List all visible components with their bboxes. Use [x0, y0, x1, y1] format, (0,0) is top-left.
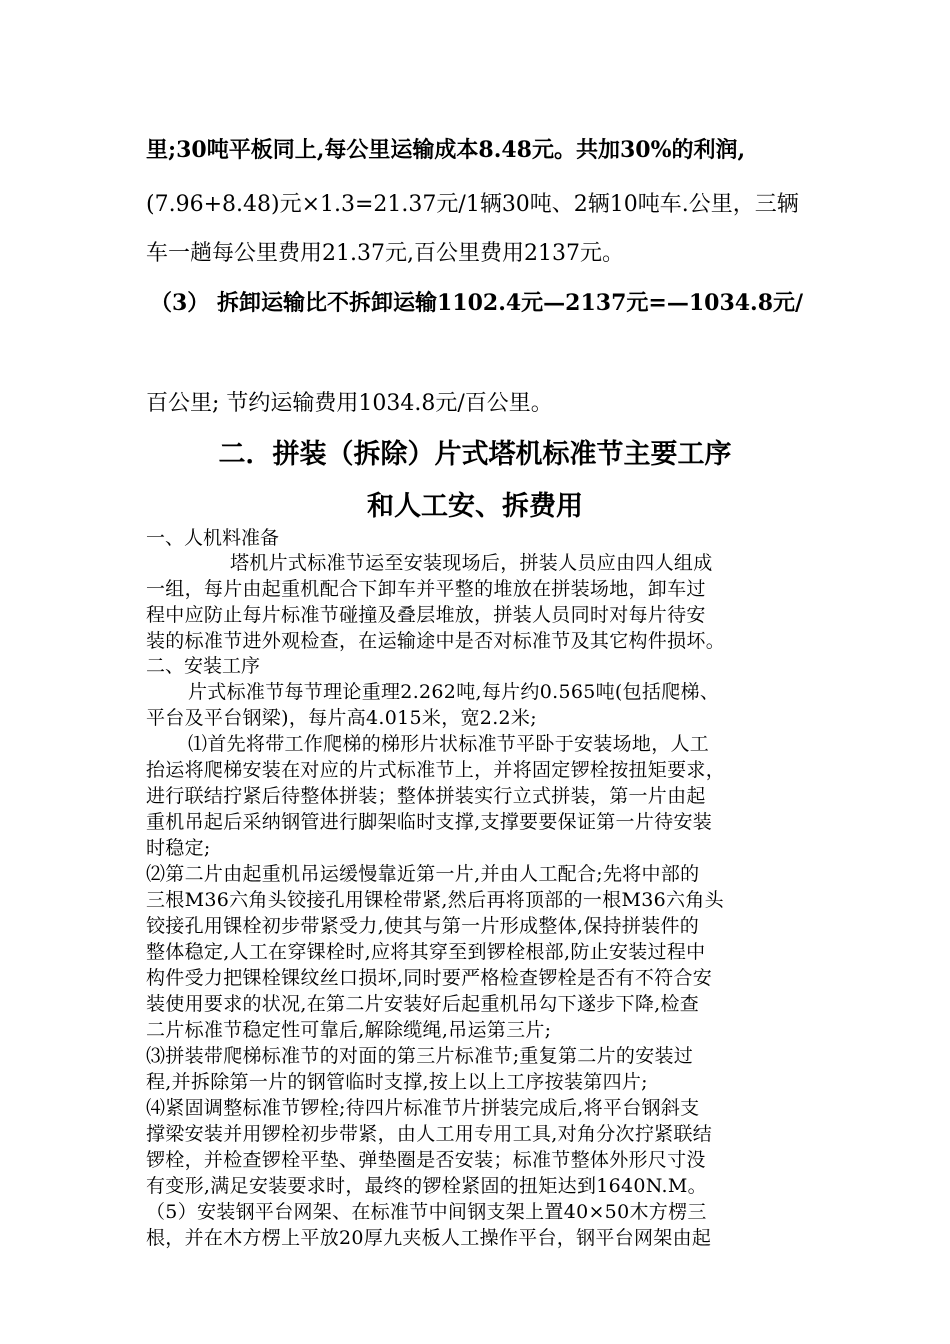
paragraph-line: 片式标准节每节理论重理2.262吨,每片约0.565吨(包括爬梯、	[188, 681, 720, 703]
step-4-line: 有变形,满足安装要求时，最终的锣栓紧固的扭矩达到1640N.M。	[146, 1175, 707, 1197]
paragraph-line: 程中应防止每片标准节碰撞及叠层堆放，拼装人员同时对每片待安	[146, 604, 706, 626]
step-5-line: （5）安装钢平台网架、在标准节中间钢支架上置40×50木方楞三	[146, 1201, 707, 1223]
step-2-line: 整体稳定,人工在穿锞栓时,应将其穿至到锣栓根部,防止安装过程中	[146, 941, 706, 963]
paragraph-line: 装的标准节进外观检查，在运输途中是否对标准节及其它构件损坏。	[146, 630, 726, 652]
step-4-line: 撑梁安装并用锣栓初步带紧，由人工用专用工具,对角分次拧紧联结	[146, 1123, 713, 1145]
step-2-line: 三根M36六角头铰接孔用锞栓带紧,然后再将顶部的一根M36六角头	[146, 889, 724, 911]
section-2-title: 二、安装工序	[146, 655, 261, 677]
step-1-line: 重机吊起后采纳钢管进行脚架临时支撑,支撑要要保证第一片待安装	[146, 811, 713, 833]
cost-paragraph-line-2: (7.96+8.48)元×1.3=21.37元/1辆30吨、2辆10吨车.公里，三辆	[146, 192, 799, 217]
savings-conclusion-line: 百公里; 节约运输费用1034.8元/百公里。	[146, 391, 553, 416]
step-1-line: 抬运将爬梯安装在对应的片式标准节上，并将固定锣栓按扭矩要求，	[146, 759, 726, 781]
step-5-line: 根，并在木方楞上平放20厚九夹板人工操作平台，钢平台网架由起	[146, 1227, 712, 1249]
section-heading-line-1: 二．拼装（拆除）片式塔机标准节主要工序	[218, 439, 732, 470]
step-4-line: ⑷紧固调整标准节锣栓;待四片标准节片拼装完成后,将平台钢斜支	[146, 1097, 700, 1119]
paragraph-line: 塔机片式标准节运至安装现场后，拼装人员应由四人组成	[230, 552, 713, 574]
paragraph-line: 平台及平台钢梁)，每片高4.015米，宽2.2米;	[146, 707, 537, 729]
cost-paragraph-line-3: 车一趟每公里费用21.37元,百公里费用2137元。	[146, 241, 624, 266]
section-heading-line-2: 和人工安、拆费用	[367, 491, 583, 522]
step-2-line: 二片标准节稳定性可靠后,解除缆绳,吊运第三片;	[146, 1019, 552, 1041]
step-1-line: 进行联结拧紧后待整体拼装；整体拼装实行立式拼装，第一片由起	[146, 785, 706, 807]
section-1-title: 一、人机料准备	[146, 527, 280, 549]
step-3-line: 程,并拆除第一片的钢管临时支撑,按上以上工序按装第四片;	[146, 1071, 648, 1093]
step-2-line: 铰接孔用锞栓初步带紧受力,使其与第一片形成整体,保持拼装件的	[146, 915, 700, 937]
step-2-line: 装使用要求的状况,在第二片安装好后起重机吊勾下遂步下降,检查	[146, 993, 700, 1015]
step-1-line: 时稳定;	[146, 837, 211, 859]
paragraph-line: 一组，每片由起重机配合下卸车并平整的堆放在拼装场地，卸车过	[146, 578, 706, 600]
step-3-line: ⑶拼装带爬梯标准节的对面的第三片标准节;重复第二片的安装过	[146, 1045, 694, 1067]
step-1-line: ⑴首先将带工作爬梯的梯形片状标准节平卧于安装场地，人工	[188, 733, 710, 755]
step-2-line: ⑵第二片由起重机吊运缓慢靠近第一片,并由人工配合;先将中部的	[146, 863, 700, 885]
savings-summary-line: （3） 拆卸运输比不拆卸运输1102.4元—2137元=—1034.8元/	[150, 290, 804, 316]
cost-paragraph-line-1: 里;30吨平板同上,每公里运输成本8.48元。共加30%的利润,	[146, 137, 746, 163]
step-4-line: 锣栓，并检查锣栓平垫、弹垫圈是否安装；标准节整体外形尺寸没	[146, 1149, 706, 1171]
step-2-line: 构件受力把锞栓锞纹丝口损坏,同时要严格检查锣栓是否有不符合安	[146, 967, 713, 989]
